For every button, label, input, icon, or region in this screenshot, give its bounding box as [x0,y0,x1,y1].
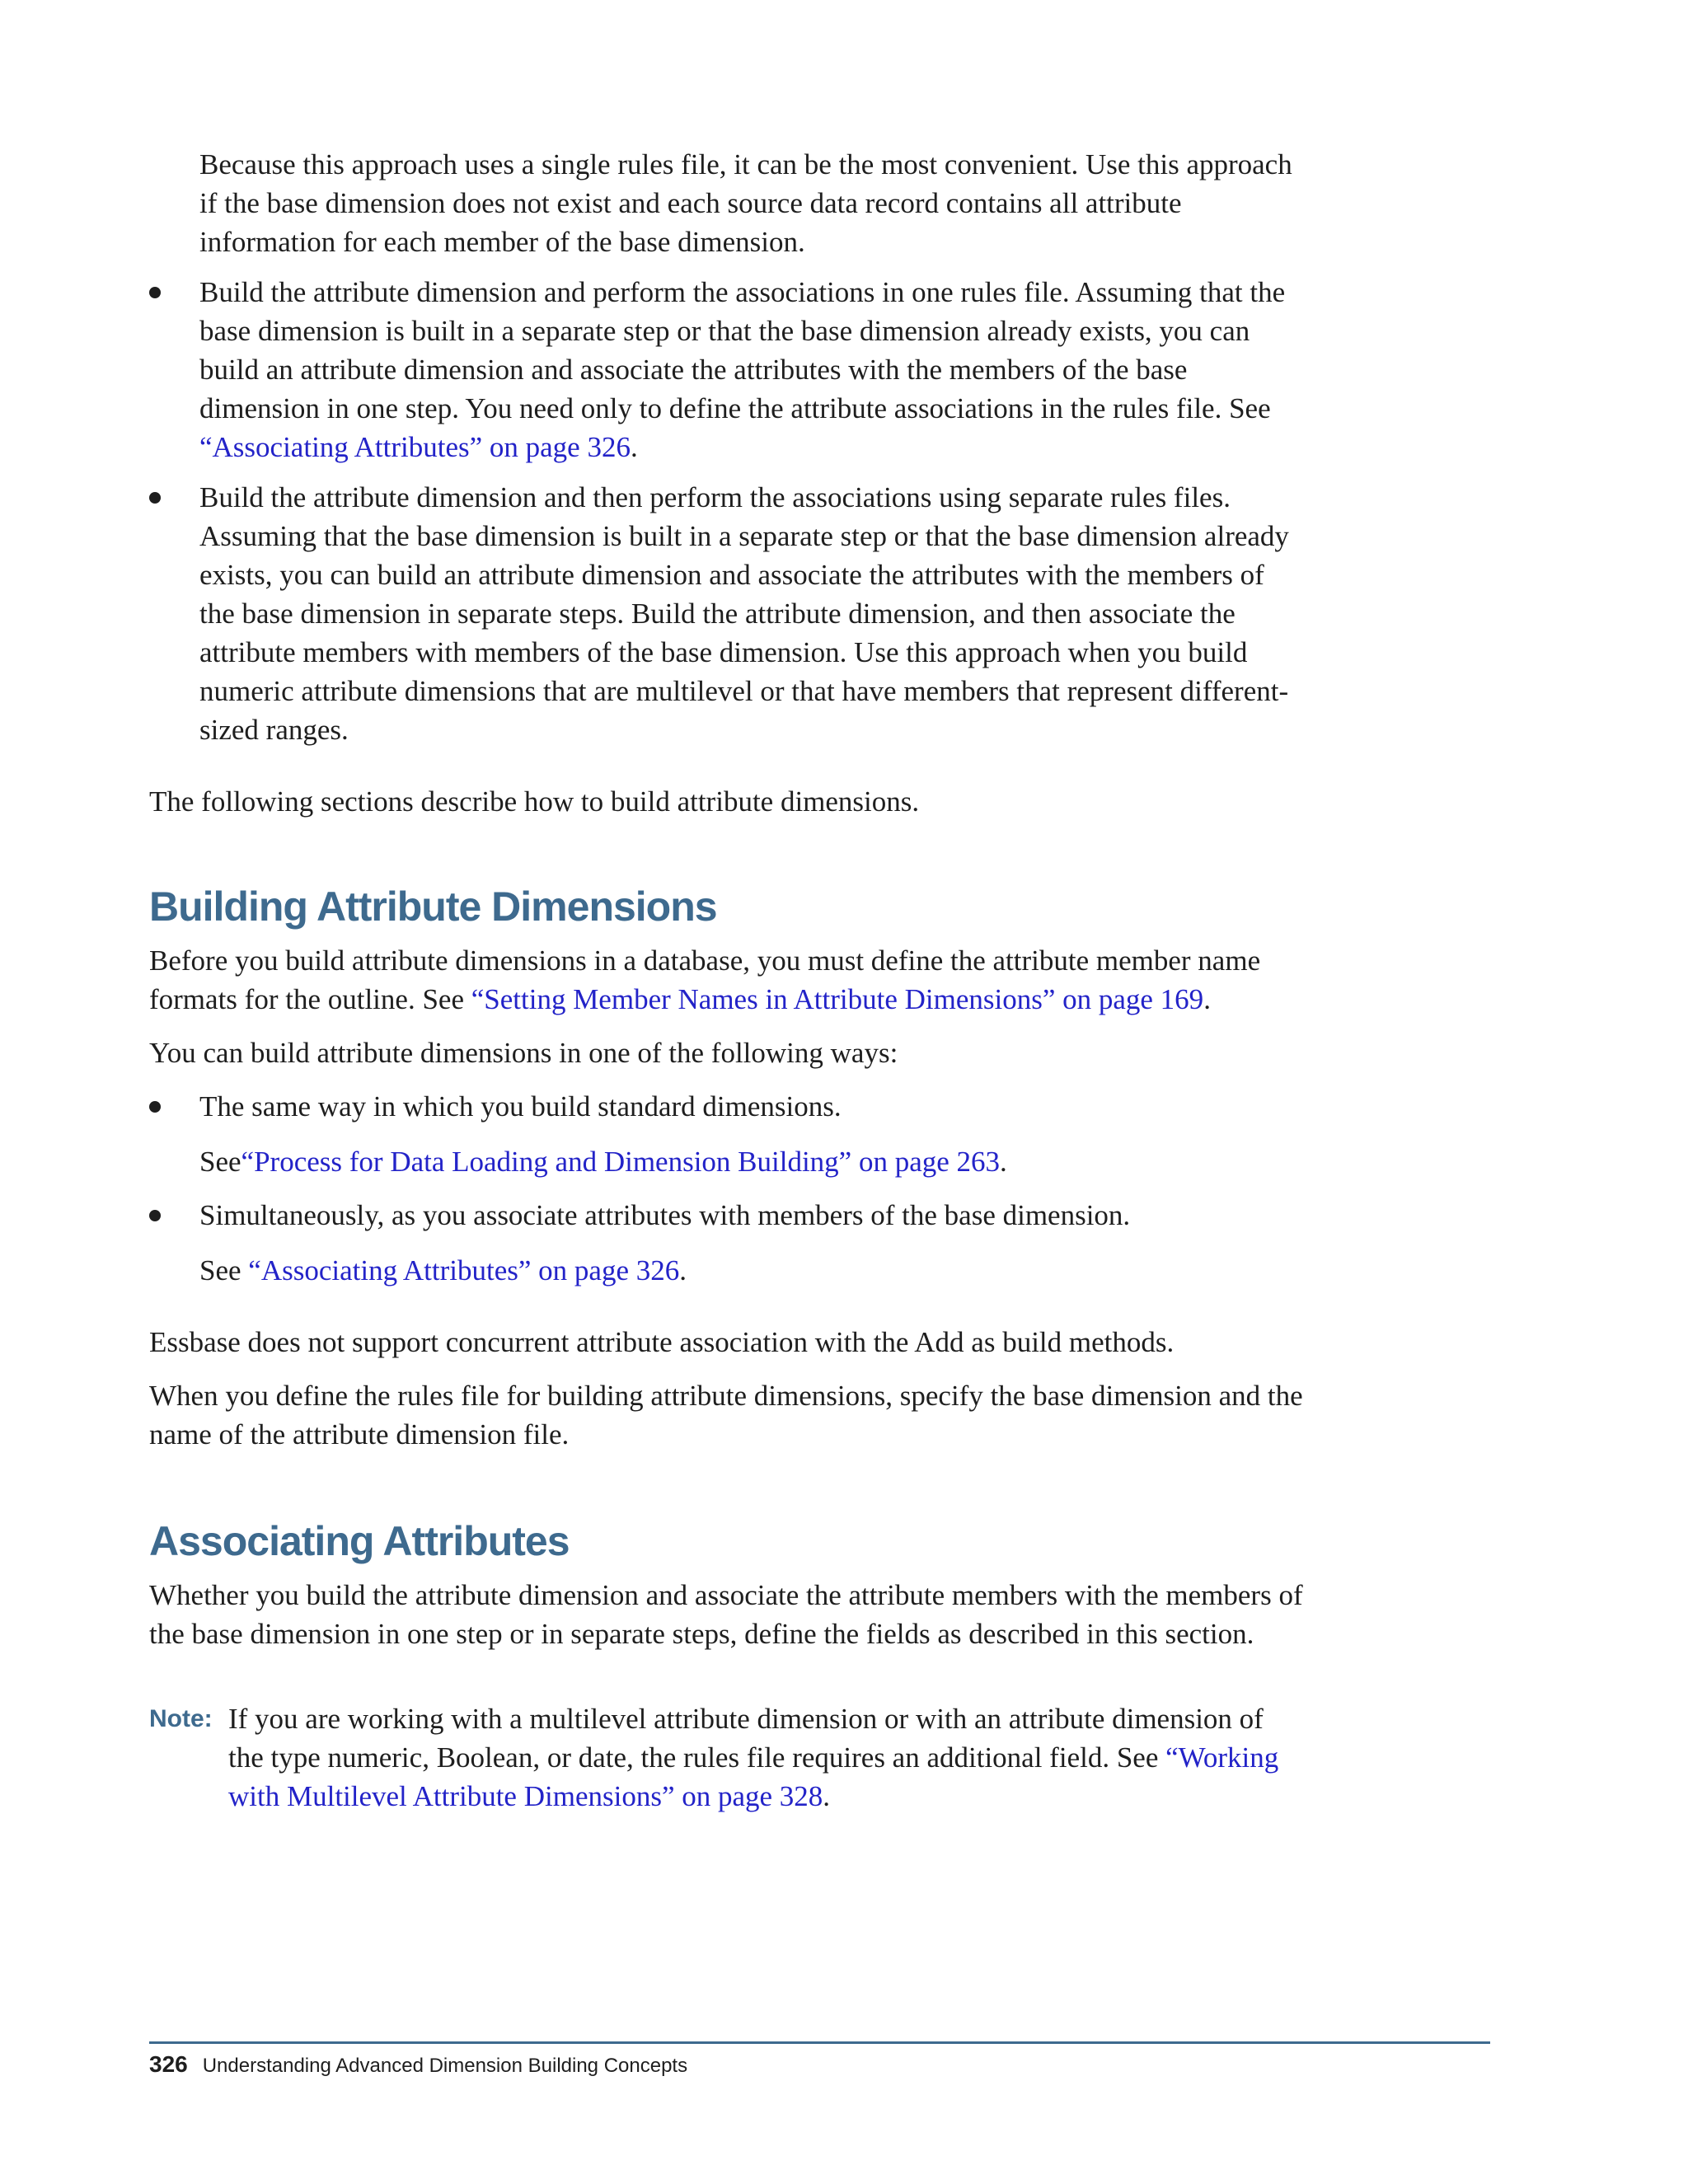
list-item [149,1087,1303,1181]
list-item-body: Build the attribute dimension and perform the associations in one rules file. Assuming that the base dimension is built in a separate step or that the base dimension already exists, you can build an attribute dimension and associate the attributes with the members of the base dimension in one step. You need only to define the attribute associations in the rules file. See [199,276,1286,424]
intro-paragraph: Because this approach uses a single rules file, it can be the most convenient. Use this approach if the base dimension does not exist and each source data record contains all attribute information for each member of the base dimension. [199,148,1292,258]
punctuation: . [630,431,638,463]
see-prefix: See [199,1146,241,1178]
note-body: If you are working with a multilevel attribute dimension or with an attribute dimension of the type numeric, Boolean, or date, the rules file requires an additional field. See [228,1703,1264,1774]
note-text [228,1699,1303,1816]
cross-reference-link[interactable]: “Working with Multilevel Attribute Dimensions” on page 328 [228,1741,1279,1812]
section-heading-associating-attributes: Associating Attributes [149,1518,570,1564]
see-reference [199,1251,1303,1290]
cross-reference-link[interactable]: “Process for Data Loading and Dimension Building” on page 263 [241,1146,1001,1178]
essbase-paragraph: Essbase does not support concurrent attribute association with the Add as build methods. [149,1326,1175,1358]
bullet-icon [149,287,161,298]
cross-reference-link[interactable]: “Associating Attributes” on page 326 [248,1254,680,1286]
paragraph-text: Before you build attribute dimensions in a database, you must define the attribute member name formats for the outline. See [149,944,1261,1015]
building-intro-paragraph [149,941,1303,1019]
list-item-text [199,273,1303,466]
footer-rule [149,2041,1490,2044]
punctuation: . [823,1780,831,1812]
ways-paragraph: You can build attribute dimensions in one of the following ways: [149,1037,898,1069]
list-item [149,1196,1303,1290]
bullet-icon [149,492,161,504]
footer-title: Understanding Advanced Dimension Building Concepts [202,2055,688,2077]
rules-file-paragraph: When you define the rules file for building attribute dimensions, specify the base dimension and the name of the attribute dimension file. [149,1380,1303,1451]
punctuation: . [1203,983,1211,1015]
following-sections-paragraph: The following sections describe how to build attribute dimensions. [149,785,920,818]
note-block [149,1699,1303,1816]
bullet-icon [149,1210,161,1221]
see-prefix: See [199,1254,249,1286]
page-number: 326 [149,2051,188,2077]
punctuation: . [1000,1146,1007,1178]
note-label: Note: [149,1705,213,1732]
list-item-text: Build the attribute dimension and then perform the associations using separate rules files. Assuming that the base dimension is built in a separate step or that the base dimension already exists, you can build an attribute dimension and associate the attributes with the members of the base dimension in separate steps. Build the attribute dimension, and then associate the attribute members with members of the base dimension. Use this approach when you build numeric attribute dimensions that are multilevel or that have members that represent different-sized ranges. [199,481,1289,746]
page-footer [149,2050,687,2080]
cross-reference-link[interactable]: “Setting Member Names in Attribute Dimensions” on page 169 [471,983,1204,1015]
list-item [149,273,1303,466]
punctuation: . [679,1254,687,1286]
list-item-text: The same way in which you build standard dimensions. [199,1090,842,1122]
list-item-text: Simultaneously, as you associate attributes with members of the base dimension. [199,1199,1131,1231]
associating-intro-paragraph: Whether you build the attribute dimension and associate the attribute members with the members of the base dimension in one step or in separate steps, define the fields as described in this section. [149,1579,1303,1650]
bullet-icon [149,1101,161,1113]
page-content [149,145,1303,1816]
see-reference [199,1142,1303,1181]
list-item [149,478,1303,749]
cross-reference-link[interactable]: “Associating Attributes” on page 326 [199,431,631,463]
section-heading-building-attribute-dimensions: Building Attribute Dimensions [149,883,717,930]
